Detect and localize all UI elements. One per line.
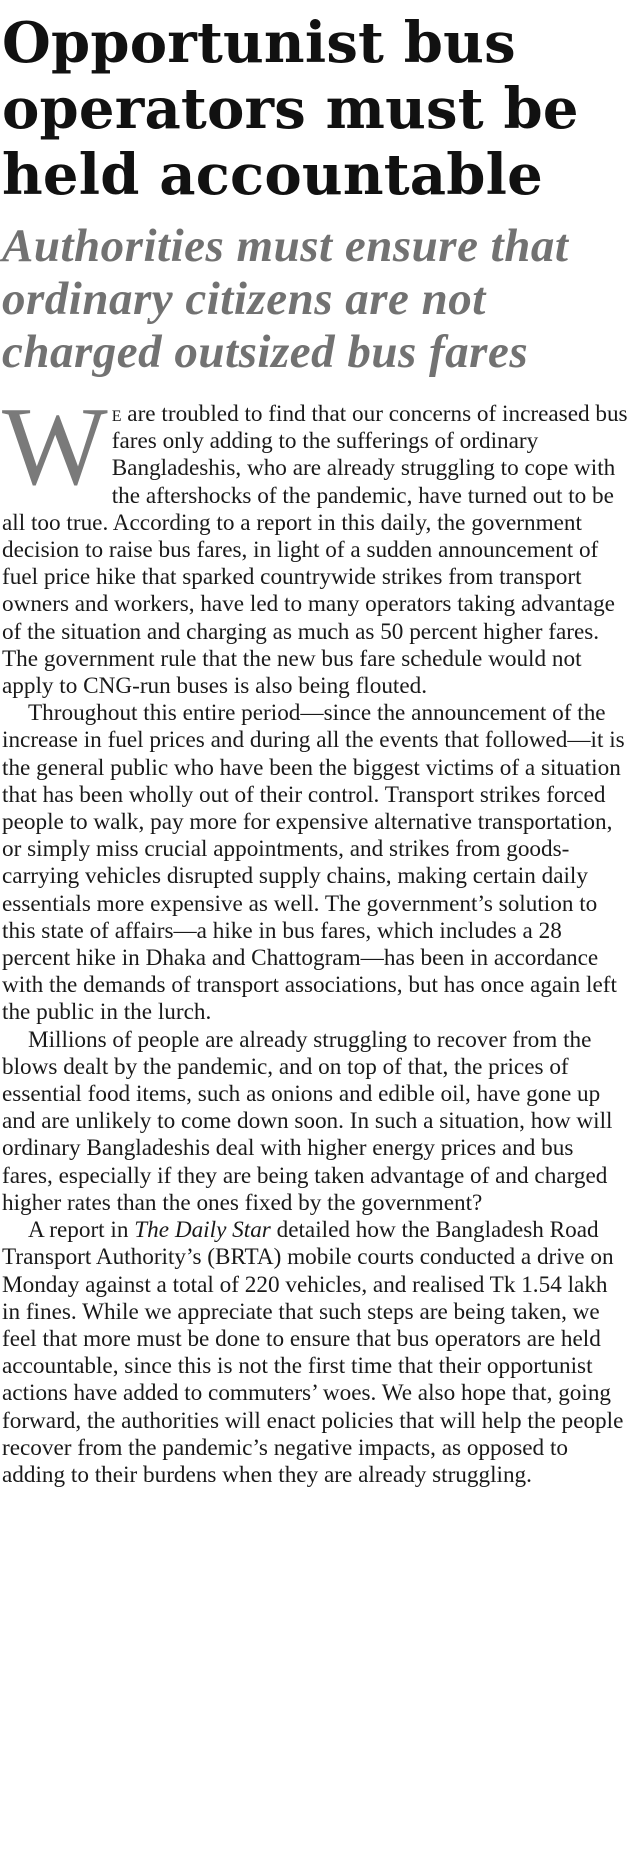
article-headline: Opportunist bus operators must be held accountable (2, 10, 579, 208)
lead-in-text: e (111, 401, 122, 427)
paragraph-4 (2, 1217, 629, 1489)
paragraph-1-text: are troubled to find that our concerns of increased bus fares only adding to the sufferings of ordinary Bangladeshis, who are already struggling to cope with the aftershocks of the pandemic, have turned out to be all too true. According to a report in this daily, the government decision to raise bus fares, in light of a sudden announcement of fuel price hike that sparked countrywide strikes from transport owners and workers, have led to many operators taking advantage of the situation and charging as much as 50 percent higher fares. The government rule that the new bus fare schedule would not apply to CNG-run buses is also being flouted. (2, 401, 628, 700)
article-body (0, 385, 629, 1489)
article-subheadline: Authorities must ensure that ordinary citizens are not charged outsized bus fares (2, 220, 569, 378)
paragraph-2: Throughout this entire period—since the announcement of the increase in fuel prices and during all the events that followed—it is the general public who have been the biggest victims of a situation that has been wholly out of their control. Transport strikes forced people to walk, pay more for expensive alternative transportation, or simply miss crucial appointments, and strikes from goods-carrying vehicles disrupted supply chains, making certain daily essentials more expensive as well. The government’s solution to this state of affairs—a hike in bus fares, which includes a 28 percent hike in Dhaka and Chattogram—has been in accordance with the demands of transport associations, but has once again left the public in the lurch. (2, 700, 625, 1026)
drop-cap: W (2, 385, 108, 509)
paragraph-4-text: detailed how the Bangladesh Road Transport Authority’s (BRTA) mobile courts conducted a drive on Monday against a total of 220 vehicles, and realised Tk 1.54 lakh in fines. While we appreciate that such steps are being taken, we feel that more must be done to ensure that bus operators are held accountable, since this is not the first time that their opportunist actions have added to commuters’ woes. We also hope that, going forward, the authorities will enact policies that will help the people recover from the pandemic’s negative impacts, as opposed to adding to their burdens when they are already struggling. (2, 1217, 624, 1488)
paragraph-4-intro: A report in (28, 1217, 135, 1244)
paragraph-1 (2, 385, 629, 700)
paragraph-3: Millions of people are already struggling to recover from the blows dealt by the pandemic, and on top of that, the prices of essential food items, such as onions and edible oil, have gone up and are unlikely to come down soon. In such a situation, how will ordinary Bangladeshis deal with higher energy prices and bus fares, especially if they are being taken advantage of and charged higher rates than the ones fixed by the government? (2, 1026, 613, 1216)
publication-name: The Daily Star (134, 1217, 271, 1244)
